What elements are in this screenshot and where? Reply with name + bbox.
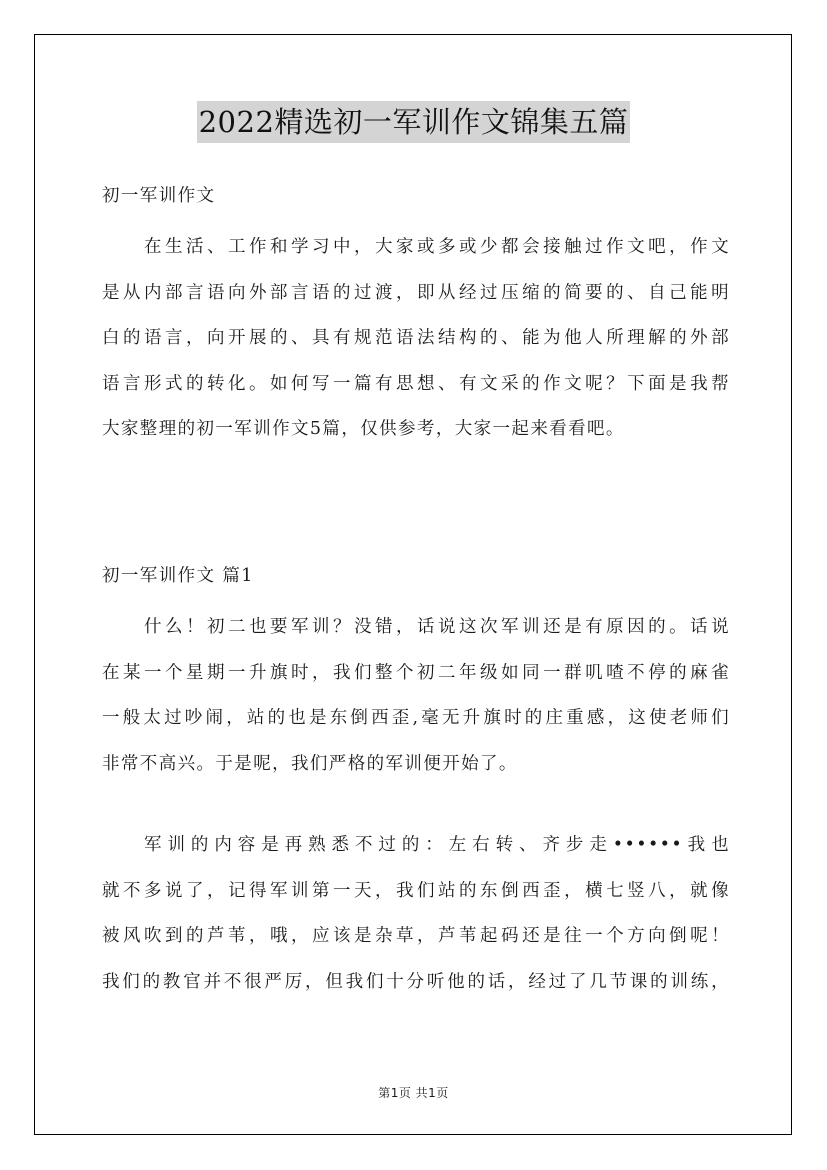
paragraph-line: 在某一个星期一升旗时，我们整个初二年级如同一群叽喳不停的麻雀 (102, 662, 730, 683)
paragraph-line: 大家整理的初一军训作文5篇，仅供参考，大家一起来看看吧。 (102, 419, 625, 439)
document-title: 2022精选初一军训作文锦集五篇 (197, 101, 631, 143)
essay-1-paragraph-2 (102, 823, 730, 1005)
paragraph-line: 什么！初二也要军训？没错，话说这次军训还是有原因的。话说 (144, 617, 730, 637)
paragraph-line: 就不多说了，记得军训第一天，我们站的东倒西歪，横七竖八，就像 (102, 880, 730, 901)
paragraph-line: 在生活、工作和学习中，大家或多或少都会接触过作文吧，作文 (144, 237, 730, 257)
essay-1-paragraph-1 (102, 605, 730, 787)
paragraph-line: 军训的内容是再熟悉不过的：左右转、齐步走••••••我也 (144, 835, 730, 855)
section-heading-essay-1: 初一军训作文 篇1 (102, 566, 254, 586)
intro-paragraph (102, 225, 730, 453)
paragraph-line: 白的语言，向开展的、具有规范语法结构的、能为他人所理解的外部 (102, 328, 730, 348)
title-container (0, 101, 827, 143)
paragraph-line: 我们的教官并不很严厉，但我们十分听他的话，经过了几节课的训练， (102, 971, 730, 992)
paragraph-line: 是从内部言语向外部言语的过渡，即从经过压缩的简要的、自己能明 (102, 282, 730, 303)
paragraph-line: 语言形式的转化。如何写一篇有思想、有文采的作文呢？下面是我帮 (102, 373, 730, 394)
paragraph-line: 一般太过吵闹，站的也是东倒西歪,毫无升旗时的庄重感，这使老师们 (102, 708, 730, 728)
paragraph-line: 非常不高兴。于是呢，我们严格的军训便开始了。 (102, 753, 518, 774)
page-footer: 第1页 共1页 (378, 1086, 449, 1100)
section-heading-intro: 初一军训作文 (102, 186, 216, 206)
paragraph-line: 被风吹到的芦苇，哦，应该是杂草，芦苇起码还是往一个方向倒呢！ (102, 926, 730, 946)
